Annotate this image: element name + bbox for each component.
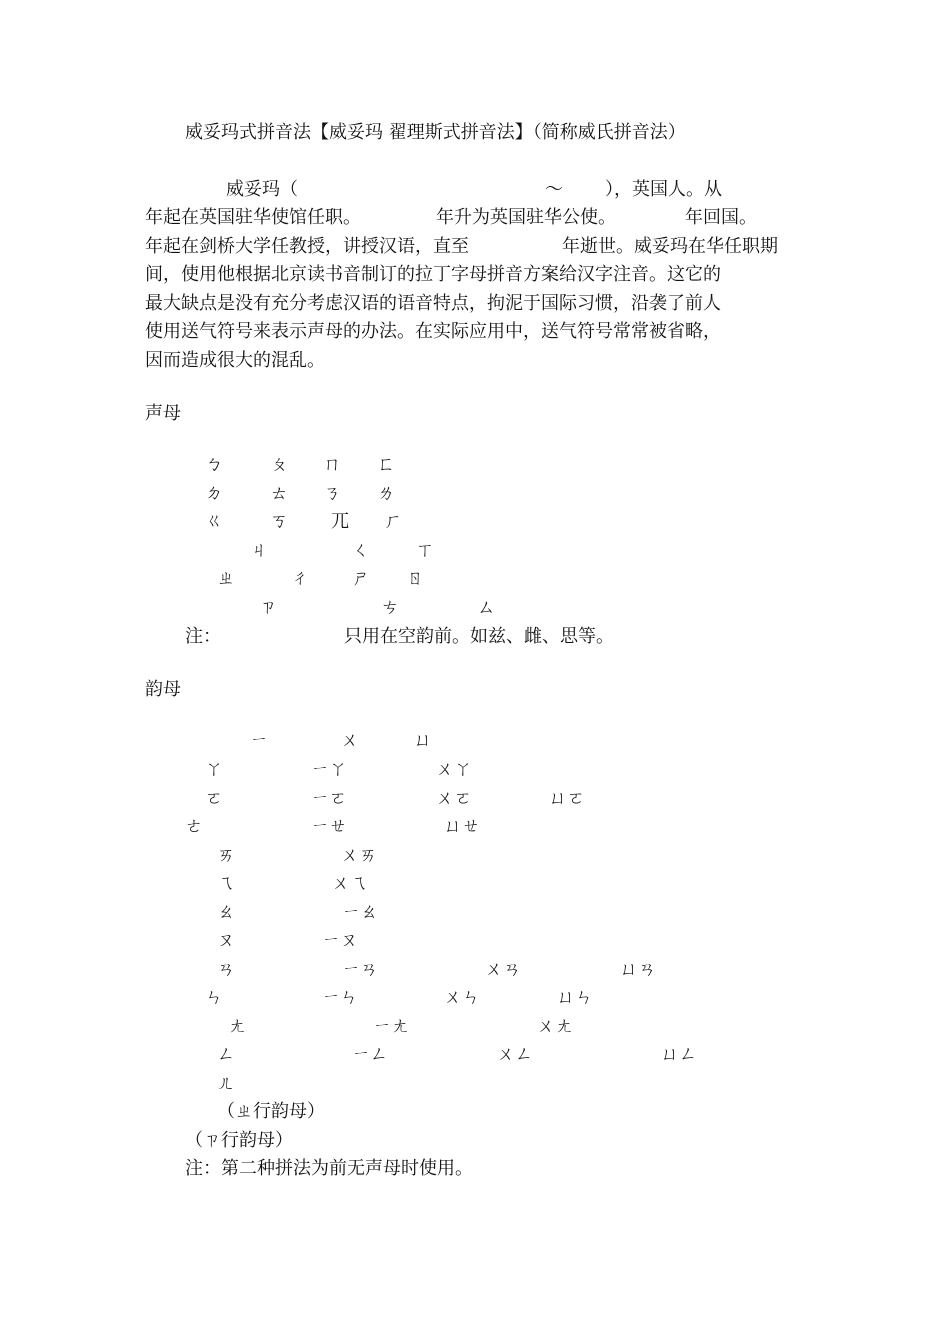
initial-symbol: ㄔ <box>291 568 309 589</box>
intro-line-2a: 年起在英国驻华使馆任职。 <box>145 207 361 228</box>
final-symbol: ㄧㄤ <box>373 1016 409 1037</box>
initials-note-label: 注： <box>185 626 221 647</box>
final-symbol: ㄨㄞ <box>341 845 377 866</box>
initial-symbol: ㄐ <box>250 540 268 561</box>
intro-line-1b: ～ <box>545 179 563 200</box>
initial-symbol: ㄫ <box>331 511 349 532</box>
initial-symbol: ㄎ <box>270 511 288 532</box>
final-symbol: ㄨㄛ <box>436 788 472 809</box>
final-symbol: ㄨㄚ <box>436 759 472 780</box>
final-symbol: ㄩㄢ <box>620 959 656 980</box>
final-symbol: ㄣ <box>205 987 223 1008</box>
initial-symbol: ㄕ <box>352 568 370 589</box>
finals-z-row-note: （ㄗ行韵母） <box>185 1130 293 1151</box>
initials-note-text: 只用在空韵前。如兹、雌、思等。 <box>344 626 614 647</box>
final-symbol: ㄧㄝ <box>311 816 347 837</box>
intro-line-2c: 年回国。 <box>685 207 757 228</box>
final-symbol: ㄨㄥ <box>497 1044 533 1065</box>
initial-symbol: ㄑ <box>352 540 370 561</box>
initial-symbol: ㄆ <box>270 454 288 475</box>
initial-symbol: ㄏ <box>384 511 402 532</box>
initial-symbol: ㄌ <box>377 483 395 504</box>
final-symbol: ㄧㄚ <box>311 759 347 780</box>
final-symbol: ㄠ <box>217 902 235 923</box>
final-symbol: ㄧㄢ <box>342 959 378 980</box>
final-symbol: ㄩ <box>414 730 432 751</box>
final-symbol: ㄧㄠ <box>342 902 378 923</box>
final-symbol: ㄧ <box>250 730 268 751</box>
final-symbol: ㄟ <box>217 873 235 894</box>
intro-line-1c: ），英国人。从 <box>605 179 722 200</box>
intro-line-1a: 威妥玛（ <box>226 179 298 200</box>
finals-note: 注：第二种拼法为前无声母时使用。 <box>185 1158 473 1179</box>
final-symbol: ㄨ <box>341 730 359 751</box>
initial-symbol: ㄖ <box>406 568 424 589</box>
final-symbol: ㄨㄢ <box>485 959 521 980</box>
initial-symbol: ㄘ <box>381 597 399 618</box>
finals-zh-row-note: （ㄓ行韵母） <box>217 1101 325 1122</box>
initial-symbol: ㄍ <box>205 511 223 532</box>
final-symbol: ㄚ <box>205 759 223 780</box>
initials-heading: 声母 <box>145 403 181 424</box>
initial-symbol: ㄅ <box>205 454 223 475</box>
initial-symbol: ㄊ <box>270 483 288 504</box>
intro-line-3b: 年逝世。威妥玛在华任职期 <box>562 236 778 257</box>
final-symbol: ㄨㄤ <box>537 1016 573 1037</box>
intro-line-3a: 年起在剑桥大学任教授，讲授汉语，直至 <box>145 236 469 257</box>
final-symbol: ㄧㄥ <box>352 1044 388 1065</box>
document-title: 威妥玛式拼音法【威妥玛 翟理斯式拼音法】（简称威氏拼音法） <box>185 122 686 143</box>
final-symbol: ㄜ <box>185 816 203 837</box>
intro-line-2b: 年升为英国驻华公使。 <box>436 207 616 228</box>
final-symbol: ㄧㄡ <box>322 930 358 951</box>
initial-symbol: ㄈ <box>377 454 395 475</box>
final-symbol: ㄧㄛ <box>311 788 347 809</box>
initial-symbol: ㄗ <box>259 597 277 618</box>
final-symbol: ㄩㄥ <box>661 1044 697 1065</box>
final-symbol: ㄡ <box>217 930 235 951</box>
finals-heading: 韵母 <box>145 679 181 700</box>
final-symbol: ㄧㄣ <box>322 987 358 1008</box>
final-symbol: ㄢ <box>217 959 235 980</box>
final-symbol: ㄦ <box>217 1073 235 1094</box>
initial-symbol: ㄉ <box>205 483 223 504</box>
final-symbol: ㄥ <box>217 1044 235 1065</box>
final-symbol: ㄩㄝ <box>444 816 480 837</box>
final-symbol: ㄨㄣ <box>444 987 480 1008</box>
final-symbol: ㄩㄣ <box>557 987 593 1008</box>
final-symbol: ㄨㄟ <box>332 873 368 894</box>
initial-symbol: ㄒ <box>416 540 434 561</box>
intro-line-6: 使用送气符号来表示声母的办法。在实际应用中，送气符号常常被省略， <box>145 321 721 342</box>
initial-symbol: ㄋ <box>323 483 341 504</box>
intro-line-7: 因而造成很大的混乱。 <box>145 350 325 371</box>
final-symbol: ㄞ <box>217 845 235 866</box>
initial-symbol: ㄇ <box>323 454 341 475</box>
intro-line-4: 间，使用他根据北京读书音制订的拉丁字母拼音方案给汉字注音。这它的 <box>145 264 721 285</box>
initial-symbol: ㄙ <box>477 597 495 618</box>
final-symbol: ㄩㄛ <box>549 788 585 809</box>
final-symbol: ㄛ <box>205 788 223 809</box>
initial-symbol: ㄓ <box>217 568 235 589</box>
intro-line-5: 最大缺点是没有充分考虑汉语的语音特点，拘泥于国际习惯，沿袭了前人 <box>145 293 721 314</box>
final-symbol: ㄤ <box>228 1016 246 1037</box>
